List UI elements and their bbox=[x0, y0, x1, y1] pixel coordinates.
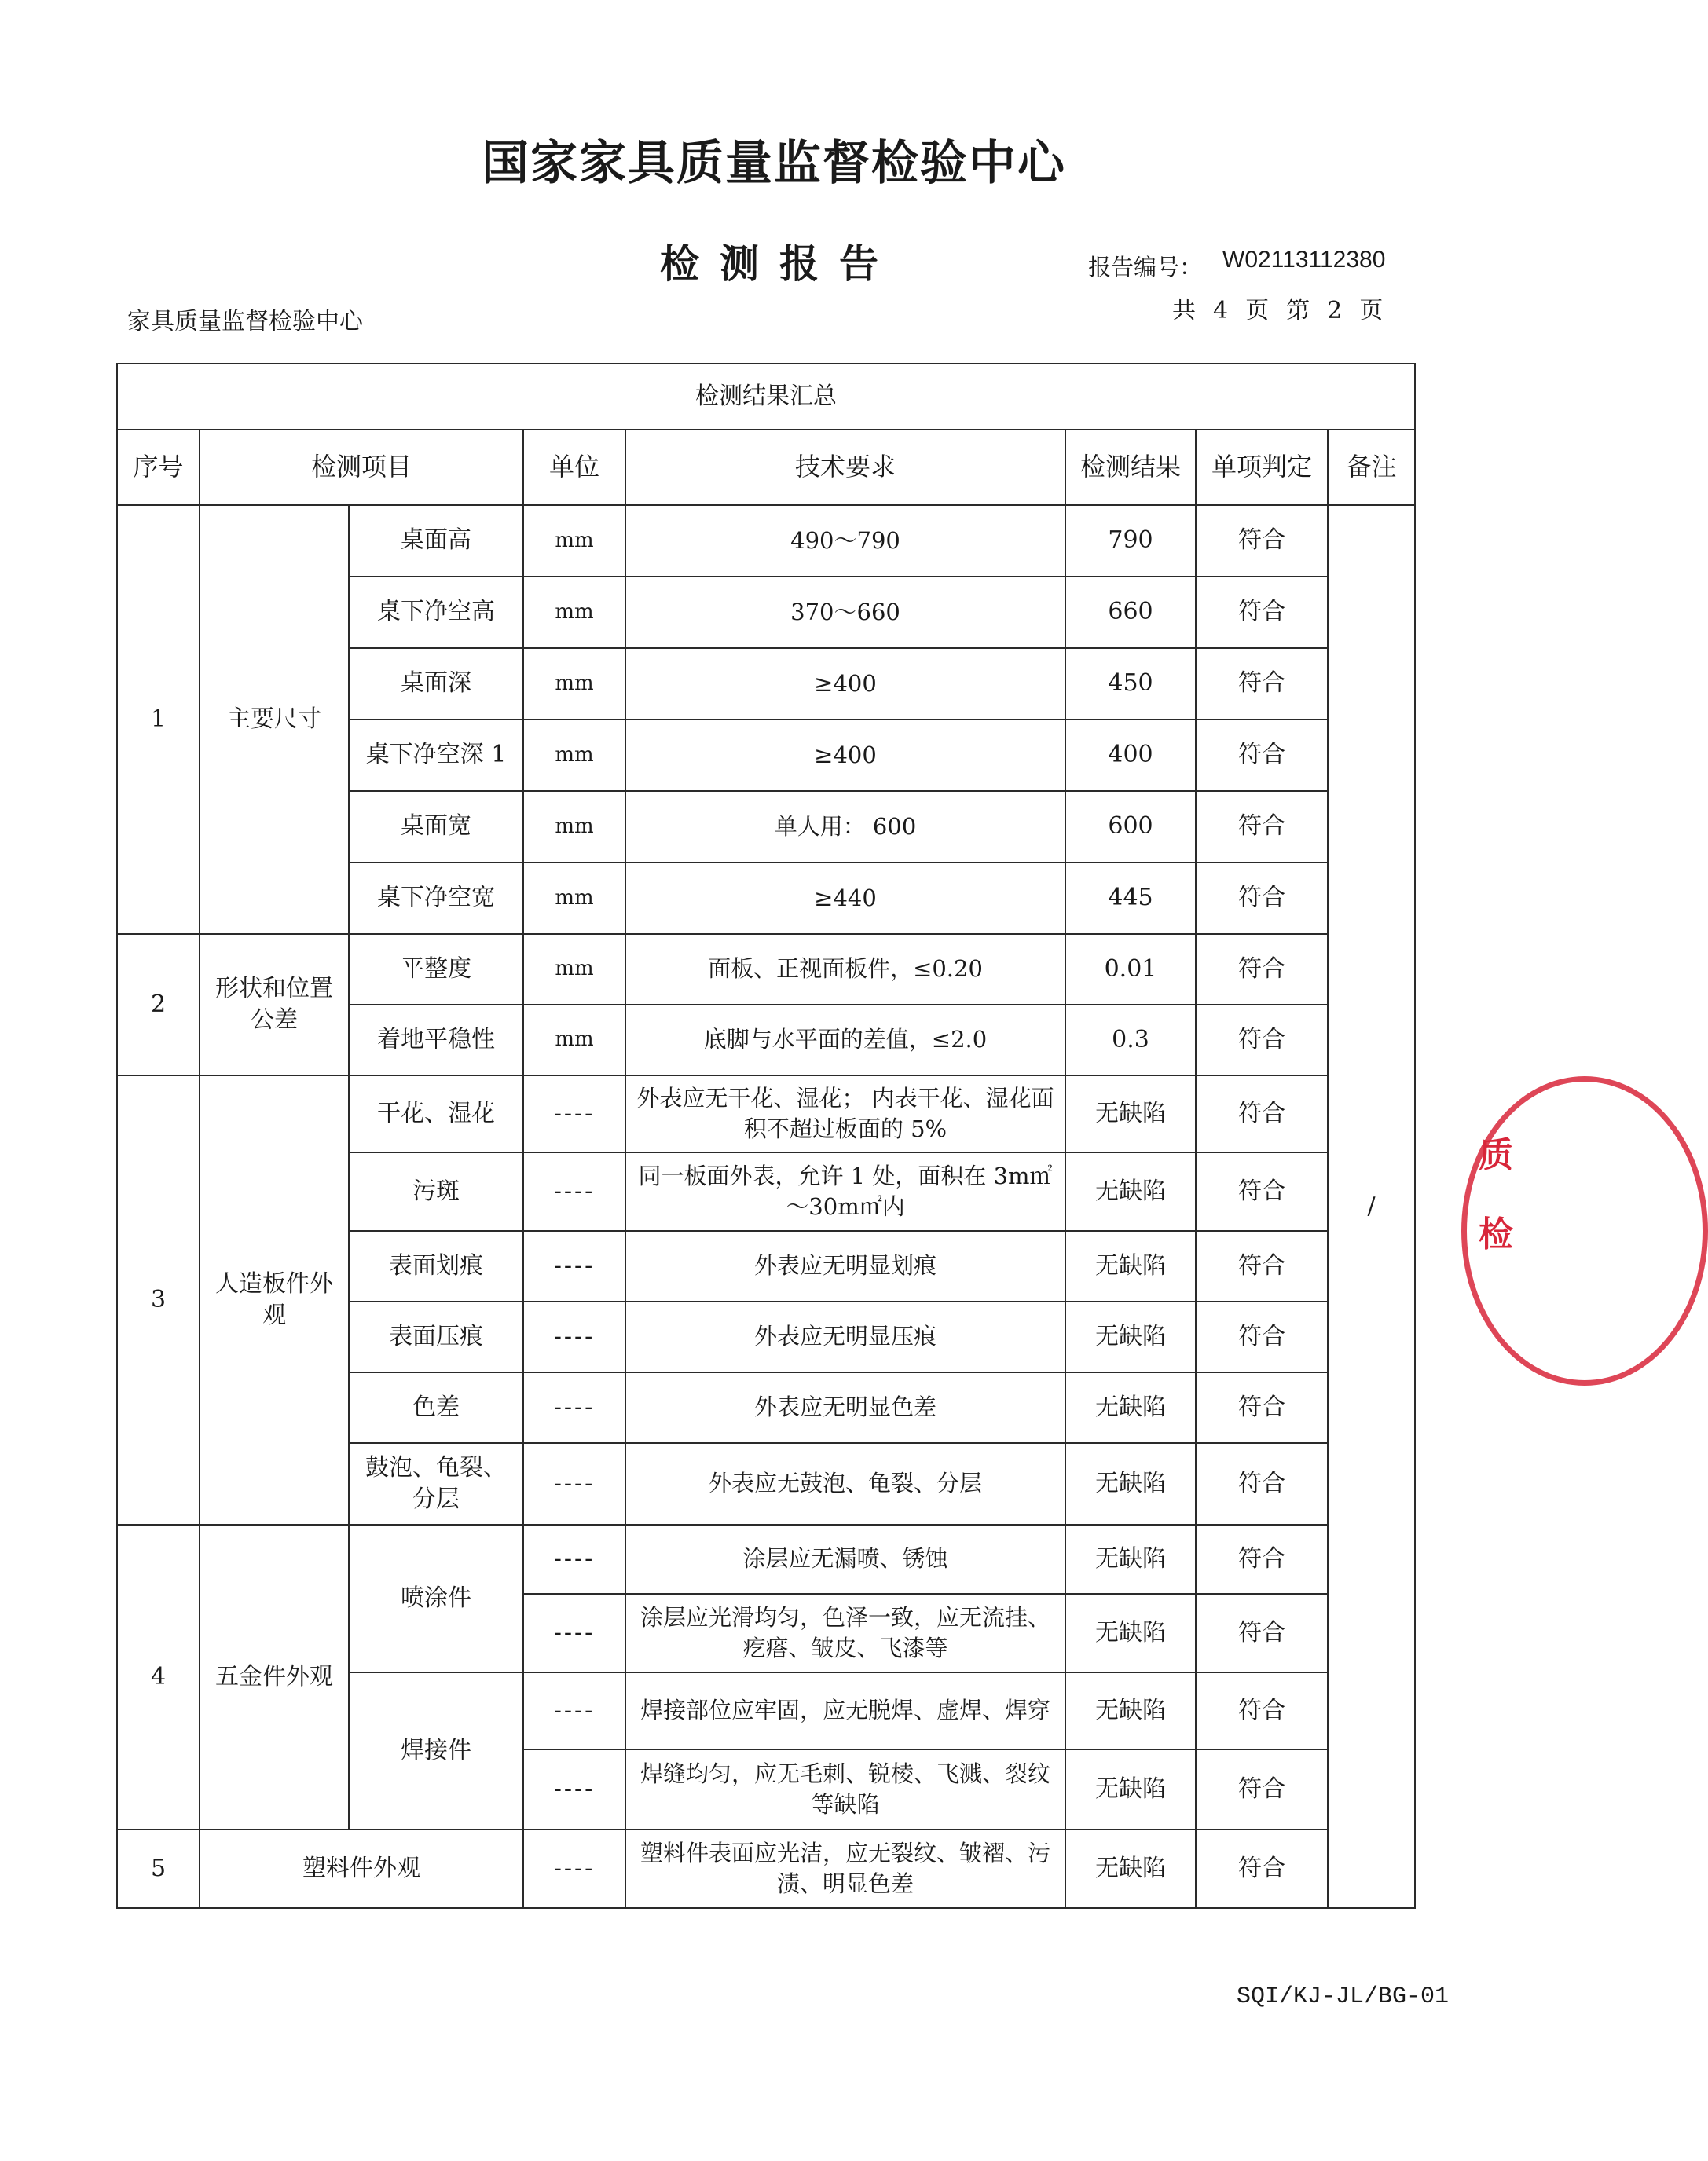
row-unit: ---- bbox=[523, 1749, 625, 1830]
row-sub: 桌下净空深 1 bbox=[349, 720, 523, 791]
row-no: 2 bbox=[117, 934, 200, 1075]
row-judgement: 符合 bbox=[1196, 1672, 1328, 1749]
table-row bbox=[117, 505, 1415, 577]
row-no: 3 bbox=[117, 1075, 200, 1525]
table-row bbox=[117, 1525, 1415, 1594]
row-requirement: 外表应无明显压痕 bbox=[625, 1302, 1065, 1372]
page-total-suffix: 页 bbox=[1245, 297, 1270, 324]
row-judgement: 符合 bbox=[1196, 863, 1328, 934]
row-item: 塑料件外观 bbox=[200, 1830, 523, 1908]
header-judgement: 单项判定 bbox=[1196, 430, 1328, 505]
row-sub: 表面压痕 bbox=[349, 1302, 523, 1372]
row-item: 五金件外观 bbox=[200, 1525, 349, 1830]
row-result: 790 bbox=[1065, 505, 1196, 577]
row-unit: ---- bbox=[523, 1075, 625, 1152]
row-sub: 桌下净空高 bbox=[349, 577, 523, 648]
row-judgement: 符合 bbox=[1196, 720, 1328, 791]
row-requirement: 涂层应无漏喷、锈蚀 bbox=[625, 1525, 1065, 1594]
row-sub: 桌面深 bbox=[349, 648, 523, 720]
header-unit: 单位 bbox=[523, 430, 625, 505]
row-judgement: 符合 bbox=[1196, 1749, 1328, 1830]
row-result: 无缺陷 bbox=[1065, 1830, 1196, 1908]
row-judgement: 符合 bbox=[1196, 577, 1328, 648]
row-sub: 鼓泡、龟裂、分层 bbox=[349, 1443, 523, 1525]
row-unit: ---- bbox=[523, 1372, 625, 1443]
row-sub: 焊接件 bbox=[349, 1672, 523, 1830]
row-judgement: 符合 bbox=[1196, 1443, 1328, 1525]
row-judgement: 符合 bbox=[1196, 1594, 1328, 1672]
row-result: 无缺陷 bbox=[1065, 1231, 1196, 1302]
row-result: 445 bbox=[1065, 863, 1196, 934]
row-unit: ---- bbox=[523, 1594, 625, 1672]
row-unit: ---- bbox=[523, 1302, 625, 1372]
row-sub: 喷涂件 bbox=[349, 1525, 523, 1672]
row-no: 4 bbox=[117, 1525, 200, 1830]
results-table bbox=[116, 363, 1416, 1909]
footer-code: SQI/KJ-JL/BG-01 bbox=[1237, 1983, 1450, 2010]
report-no-label: 报告编号： bbox=[1088, 254, 1203, 280]
page-info bbox=[1172, 291, 1400, 325]
row-judgement: 符合 bbox=[1196, 505, 1328, 577]
row-sub: 平整度 bbox=[349, 934, 523, 1005]
row-unit: mm bbox=[523, 505, 625, 577]
row-result: 400 bbox=[1065, 720, 1196, 791]
row-sub: 桌面高 bbox=[349, 505, 523, 577]
page-current-prefix: 第 bbox=[1286, 297, 1310, 324]
row-sub: 着地平稳性 bbox=[349, 1005, 523, 1075]
report-title: 检测报告 bbox=[660, 241, 899, 287]
table-row bbox=[117, 1075, 1415, 1152]
row-requirement: 外表应无明显色差 bbox=[625, 1372, 1065, 1443]
row-sub: 色差 bbox=[349, 1372, 523, 1443]
row-requirement: ≥400 bbox=[625, 648, 1065, 720]
row-result: 600 bbox=[1065, 791, 1196, 863]
org-title: 国家家具质量监督检验中心 bbox=[482, 136, 1066, 191]
row-judgement: 符合 bbox=[1196, 648, 1328, 720]
row-sub: 桌面宽 bbox=[349, 791, 523, 863]
header-row bbox=[117, 430, 1415, 505]
row-result: 无缺陷 bbox=[1065, 1525, 1196, 1594]
row-unit: mm bbox=[523, 863, 625, 934]
row-requirement: 涂层应光滑均匀，色泽一致，应无流挂、疙瘩、皱皮、飞漆等 bbox=[625, 1594, 1065, 1672]
report-no: W02113112380 bbox=[1222, 247, 1386, 273]
row-unit: mm bbox=[523, 1005, 625, 1075]
row-unit: ---- bbox=[523, 1231, 625, 1302]
row-unit: ---- bbox=[523, 1443, 625, 1525]
row-result: 660 bbox=[1065, 577, 1196, 648]
header-no: 序号 bbox=[117, 430, 200, 505]
header-result: 检测结果 bbox=[1065, 430, 1196, 505]
row-requirement: 塑料件表面应光洁，应无裂纹、皱褶、污渍、明显色差 bbox=[625, 1830, 1065, 1908]
row-requirement: 外表应无明显划痕 bbox=[625, 1231, 1065, 1302]
page-total-prefix: 共 bbox=[1172, 297, 1196, 324]
row-unit: ---- bbox=[523, 1672, 625, 1749]
table-caption: 检测结果汇总 bbox=[117, 364, 1415, 430]
row-requirement: 370～660 bbox=[625, 577, 1065, 648]
row-sub: 桌下净空宽 bbox=[349, 863, 523, 934]
red-seal-text: 质检 bbox=[1479, 1135, 1513, 1255]
row-judgement: 符合 bbox=[1196, 1075, 1328, 1152]
header-item: 检测项目 bbox=[200, 430, 523, 505]
row-result: 无缺陷 bbox=[1065, 1302, 1196, 1372]
row-no: 1 bbox=[117, 505, 200, 934]
row-unit: mm bbox=[523, 934, 625, 1005]
row-judgement: 符合 bbox=[1196, 1372, 1328, 1443]
page-current: 2 bbox=[1327, 297, 1343, 324]
row-sub: 污斑 bbox=[349, 1152, 523, 1231]
table-row bbox=[117, 1830, 1415, 1908]
row-unit: mm bbox=[523, 791, 625, 863]
row-judgement: 符合 bbox=[1196, 1830, 1328, 1908]
page-total: 4 bbox=[1213, 297, 1229, 324]
row-judgement: 符合 bbox=[1196, 1005, 1328, 1075]
row-sub: 干花、湿花 bbox=[349, 1075, 523, 1152]
header-remark: 备注 bbox=[1328, 430, 1415, 505]
row-result: 无缺陷 bbox=[1065, 1372, 1196, 1443]
row-requirement: 外表应无干花、湿花； 内表干花、湿花面积不超过板面的 5% bbox=[625, 1075, 1065, 1152]
row-judgement: 符合 bbox=[1196, 1525, 1328, 1594]
row-result: 0.3 bbox=[1065, 1005, 1196, 1075]
row-result: 450 bbox=[1065, 648, 1196, 720]
row-item: 形状和位置公差 bbox=[200, 934, 349, 1075]
row-sub: 表面划痕 bbox=[349, 1231, 523, 1302]
row-requirement: 单人用： 600 bbox=[625, 791, 1065, 863]
row-result: 0.01 bbox=[1065, 934, 1196, 1005]
row-unit: ---- bbox=[523, 1152, 625, 1231]
row-item: 主要尺寸 bbox=[200, 505, 349, 934]
row-judgement: 符合 bbox=[1196, 1152, 1328, 1231]
remark-cell: / bbox=[1328, 505, 1415, 1908]
row-result: 无缺陷 bbox=[1065, 1443, 1196, 1525]
row-requirement: 底脚与水平面的差值，≤2.0 bbox=[625, 1005, 1065, 1075]
row-unit: mm bbox=[523, 720, 625, 791]
header-requirement: 技术要求 bbox=[625, 430, 1065, 505]
row-requirement: 同一板面外表，允许 1 处，面积在 3m㎡～30m㎡内 bbox=[625, 1152, 1065, 1231]
row-result: 无缺陷 bbox=[1065, 1672, 1196, 1749]
row-result: 无缺陷 bbox=[1065, 1152, 1196, 1231]
row-requirement: 焊接部位应牢固，应无脱焊、虚焊、焊穿 bbox=[625, 1672, 1065, 1749]
row-judgement: 符合 bbox=[1196, 1231, 1328, 1302]
row-no: 5 bbox=[117, 1830, 200, 1908]
lab-name: 家具质量监督检验中心 bbox=[127, 308, 363, 335]
row-result: 无缺陷 bbox=[1065, 1594, 1196, 1672]
row-requirement: ≥440 bbox=[625, 863, 1065, 934]
row-requirement: ≥400 bbox=[625, 720, 1065, 791]
row-requirement: 焊缝均匀，应无毛刺、锐棱、飞溅、裂纹等缺陷 bbox=[625, 1749, 1065, 1830]
row-unit: ---- bbox=[523, 1830, 625, 1908]
row-judgement: 符合 bbox=[1196, 791, 1328, 863]
row-requirement: 外表应无鼓泡、龟裂、分层 bbox=[625, 1443, 1065, 1525]
row-unit: mm bbox=[523, 577, 625, 648]
row-unit: mm bbox=[523, 648, 625, 720]
row-judgement: 符合 bbox=[1196, 934, 1328, 1005]
row-result: 无缺陷 bbox=[1065, 1749, 1196, 1830]
row-item: 人造板件外观 bbox=[200, 1075, 349, 1525]
page-current-suffix: 页 bbox=[1359, 297, 1384, 324]
row-requirement: 面板、正视面板件，≤0.20 bbox=[625, 934, 1065, 1005]
row-judgement: 符合 bbox=[1196, 1302, 1328, 1372]
table-row bbox=[117, 934, 1415, 1005]
row-result: 无缺陷 bbox=[1065, 1075, 1196, 1152]
row-unit: ---- bbox=[523, 1525, 625, 1594]
row-requirement: 490～790 bbox=[625, 505, 1065, 577]
